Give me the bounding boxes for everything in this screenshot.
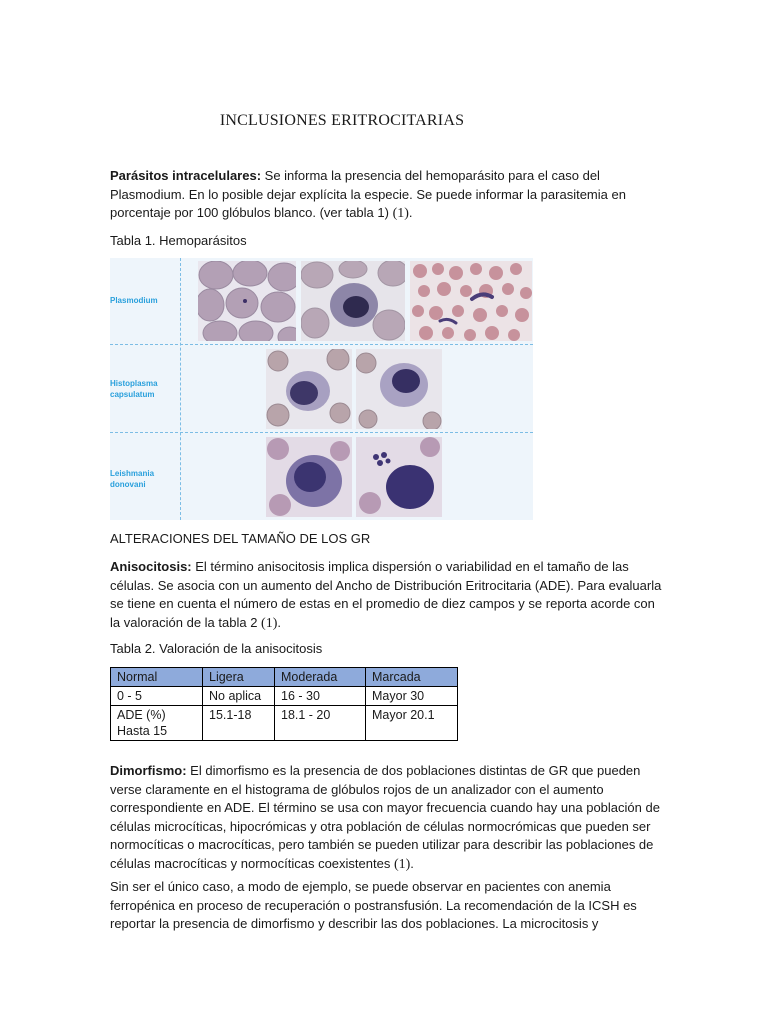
table1-caption: Tabla 1. Hemoparásitos xyxy=(110,233,247,248)
micrograph-plasmodium-3 xyxy=(410,261,532,341)
table-cell: ADE (%) Hasta 15 xyxy=(111,706,203,741)
punctuation: . xyxy=(408,205,413,220)
table-header-row xyxy=(111,668,458,687)
table-row xyxy=(111,706,458,741)
header-cell: Moderada xyxy=(275,668,366,687)
punctuation: . xyxy=(410,855,414,871)
paragraph-anisocitosis xyxy=(110,558,662,633)
section-heading: ALTERACIONES DEL TAMAÑO DE LOS GR xyxy=(110,531,371,546)
term-label: Anisocitosis: xyxy=(110,559,192,574)
table-cell: No aplica xyxy=(203,687,275,706)
paragraph-ejemplo: Sin ser el único caso, a modo de ejemplo, se puede observar en pacientes con anemia ferropénica en proceso de recuperación o postransfusión. La recomendación de la ICSH es reportar la presencia de dimorfismo y describir las dos poblaciones. La microcitosis y xyxy=(110,879,637,931)
paragraph-text: El término anisocitosis implica dispersión o variabilidad en el tamaño de las células. Se asocia con un aumento del Ancho de Distribución Eritrocitaria (ADE). Para evaluarla se tiene en cuenta el número de estas en el promedio de diez campos y se reporta acorde con la valoración de la tabla 2 xyxy=(110,559,662,630)
table-row xyxy=(111,687,458,706)
row-label-leishmania: Leishmania donovani xyxy=(110,469,155,489)
paragraph-dimorfismo xyxy=(110,762,662,874)
table2-caption: Tabla 2. Valoración de la anisocitosis xyxy=(110,641,323,656)
header-cell: Ligera xyxy=(203,668,275,687)
page-title: INCLUSIONES ERITROCITARIAS xyxy=(219,112,465,129)
micrograph-leishmania-2 xyxy=(356,437,442,517)
table-cell: Mayor 20.1 xyxy=(366,706,458,741)
table-cell: 16 - 30 xyxy=(275,687,366,706)
table-cell: 0 - 5 xyxy=(111,687,203,706)
table-cell: 15.1-18 xyxy=(203,706,275,741)
citation: (1) xyxy=(392,206,409,221)
anisocitosis-table xyxy=(110,667,458,741)
header-cell: Normal xyxy=(111,668,203,687)
paragraph-parasitos xyxy=(110,167,662,224)
citation: (1) xyxy=(393,856,411,872)
row-label-plasmodium: Plasmodium xyxy=(110,296,158,305)
micrograph-plasmodium-2 xyxy=(301,261,405,341)
punctuation: . xyxy=(277,614,281,630)
term-label: Dimorfismo: xyxy=(110,763,187,778)
micrograph-leishmania-1 xyxy=(266,437,352,517)
table-cell: 18.1 - 20 xyxy=(275,706,366,741)
micrograph-histoplasma-2 xyxy=(356,349,442,429)
micrograph-plasmodium-1 xyxy=(198,261,296,341)
micrograph-histoplasma-1 xyxy=(266,349,352,429)
hemoparasites-figure xyxy=(110,258,533,520)
paragraph-text: El dimorfismo es la presencia de dos poblaciones distintas de GR que pueden verse claramente en el histograma de glóbulos rojos de un analizador con el aumento correspondiente en ADE. El término se usa con mayor frecuencia cuando hay una población de células microcíticas, hipocrómicas y otra población de células normocrómicas que pueden ser normocíticas o macrocíticas, pero también se pueden utilizar para describir las poblaciones de células macrocíticas y normocíticas coexistentes xyxy=(110,763,660,871)
paragraph-text: Se informa la presencia del hemoparásito para el caso del Plasmodium. En lo posible dejar explícita la especie. Se puede informar la parasitemia en porcentaje por 100 glóbulos blanco. (ver tabla 1) xyxy=(110,168,626,220)
header-cell: Marcada xyxy=(366,668,458,687)
term-label: Parásitos intracelulares: xyxy=(110,168,262,183)
row-label-histoplasma: Histoplasma capsulatum xyxy=(110,379,158,399)
citation: (1) xyxy=(261,615,278,631)
table-cell: Mayor 30 xyxy=(366,687,458,706)
